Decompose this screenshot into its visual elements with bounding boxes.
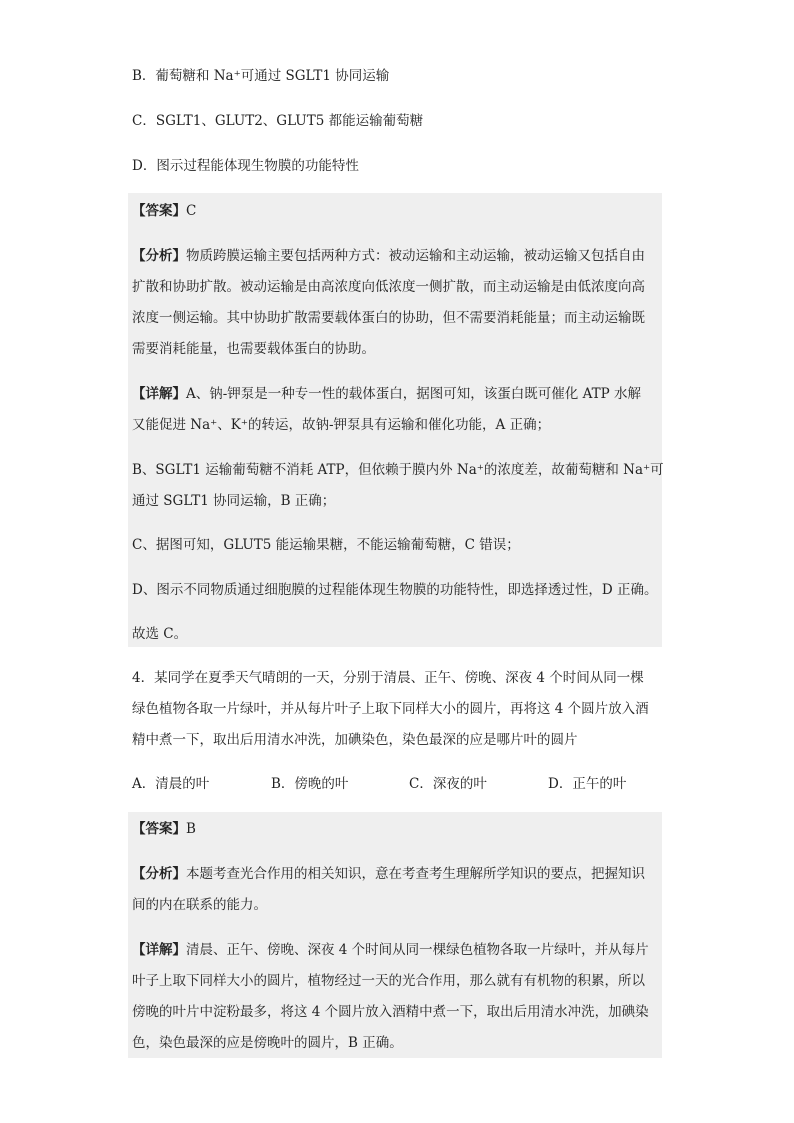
- conclusion: 故选 C。: [132, 626, 188, 642]
- analysis-line: 间的内在联系的能力。: [132, 897, 267, 913]
- answer-value: B: [186, 821, 196, 837]
- analysis-tag: 【分析】: [132, 866, 186, 882]
- option-b: B．葡萄糖和 Na⁺可通过 SGLT1 协同运输: [132, 68, 390, 84]
- question-stem: 绿色植物各取一片绿叶，并从每片叶子上取下同样大小的圆片，再将这 4 个圆片放入酒: [132, 701, 649, 717]
- option-d: D．图示过程能体现生物膜的功能特性: [132, 158, 359, 174]
- analysis-line: 浓度一侧运输。其中协助扩散需要载体蛋白的协助，但不需要消耗能量；而主动运输既: [132, 310, 645, 326]
- answer-tag: 【答案】: [132, 203, 186, 219]
- analysis-text: 本题考查光合作用的相关知识，意在考查考生理解所学知识的要点，把握知识: [186, 866, 645, 882]
- detail-line: B、SGLT1 运输葡萄糖不消耗 ATP，但依赖于膜内外 Na⁺的浓度差，故葡萄糖和 Na⁺可: [132, 462, 664, 478]
- option-a: A．清晨的叶: [132, 776, 210, 792]
- detail-line: [132, 384, 641, 404]
- detail-line: 又能促进 Na⁺、K⁺的转运，故钠-钾泵具有运输和催化功能，A 正确；: [132, 417, 551, 433]
- answer-line: [132, 201, 196, 221]
- detail-line: 通过 SGLT1 协同运输，B 正确；: [132, 493, 336, 509]
- detail-line: C、据图可知，GLUT5 能运输果糖，不能运输葡萄糖，C 错误；: [132, 537, 520, 553]
- analysis-text: 物质跨膜运输主要包括两种方式：被动运输和主动运输，被动运输又包括自由: [186, 248, 645, 264]
- detail-tag: 【详解】: [132, 942, 186, 958]
- answer-tag: 【答案】: [132, 821, 186, 837]
- option-b: B．傍晚的叶: [271, 776, 349, 792]
- analysis-line: 扩散和协助扩散。被动运输是由高浓度向低浓度一侧扩散，而主动运输是由低浓度向高: [132, 279, 645, 295]
- detail-text: 清晨、正午、傍晚、深夜 4 个时间从同一棵绿色植物各取一片绿叶，并从每片: [186, 942, 649, 958]
- detail-line: 叶子上取下同样大小的圆片，植物经过一天的光合作用，那么就有有机物的积累，所以: [132, 973, 645, 989]
- analysis-line: 需要消耗能量，也需要载体蛋白的协助。: [132, 341, 375, 357]
- answer-line: [132, 819, 196, 839]
- analysis-tag: 【分析】: [132, 248, 186, 264]
- answer-value: C: [186, 203, 197, 219]
- option-d: D．正午的叶: [548, 776, 627, 792]
- detail-line: 傍晚的叶片中淀粉最多，将这 4 个圆片放入酒精中煮一下，取出后用清水冲洗，加碘染: [132, 1004, 649, 1020]
- detail-line: D、图示不同物质通过细胞膜的过程能体现生物膜的功能特性，即选择透过性，D 正确。: [132, 582, 658, 598]
- question-stem: 精中煮一下，取出后用清水冲洗，加碘染色，染色最深的应是哪片叶的圆片: [132, 732, 578, 748]
- analysis-line: [132, 246, 645, 266]
- question-stem: 4．某同学在夏季天气晴朗的一天，分别于清晨、正午、傍晚、深夜 4 个时间从同一棵: [132, 670, 644, 686]
- analysis-line: [132, 864, 645, 884]
- option-c: C．深夜的叶: [409, 776, 487, 792]
- detail-line: 色，染色最深的应是傍晚叶的圆片，B 正确。: [132, 1035, 403, 1051]
- detail-line: [132, 940, 649, 960]
- detail-text: A、钠-钾泵是一种专一性的载体蛋白，据图可知，该蛋白既可催化 ATP 水解: [186, 386, 641, 402]
- option-c: C．SGLT1、GLUT2、GLUT5 都能运输葡萄糖: [132, 113, 424, 129]
- detail-tag: 【详解】: [132, 386, 186, 402]
